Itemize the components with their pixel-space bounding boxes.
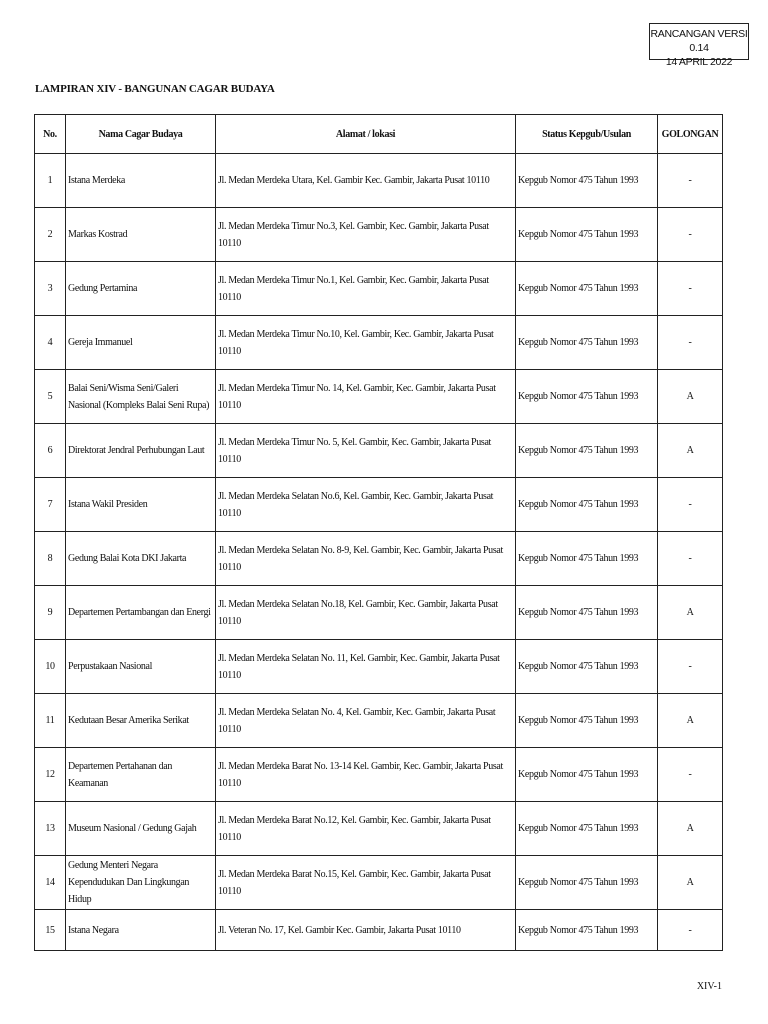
- cell-no: 3: [35, 262, 66, 316]
- cell-no: 7: [35, 478, 66, 532]
- cell-address: Jl. Medan Merdeka Selatan No. 4, Kel. Gambir, Kec. Gambir, Jakarta Pusat 10110: [216, 694, 516, 748]
- cell-name: Perpustakaan Nasional: [66, 640, 216, 694]
- cell-status: Kepgub Nomor 475 Tahun 1993: [516, 532, 658, 586]
- table-row: [35, 208, 723, 262]
- cell-address: Jl. Medan Merdeka Selatan No.18, Kel. Gambir, Kec. Gambir, Jakarta Pusat 10110: [216, 586, 516, 640]
- cell-status: Kepgub Nomor 475 Tahun 1993: [516, 208, 658, 262]
- cagar-budaya-table: [34, 114, 723, 951]
- cell-address: Jl. Medan Merdeka Selatan No. 11, Kel. Gambir, Kec. Gambir, Jakarta Pusat 10110: [216, 640, 516, 694]
- cell-golongan: -: [658, 316, 723, 370]
- cell-name: Istana Negara: [66, 910, 216, 951]
- cell-golongan: A: [658, 424, 723, 478]
- cell-address: Jl. Medan Merdeka Barat No.12, Kel. Gambir, Kec. Gambir, Jakarta Pusat 10110: [216, 802, 516, 856]
- header-address: Alamat / lokasi: [216, 115, 516, 154]
- header-status: Status Kepgub/Usulan: [516, 115, 658, 154]
- cell-status: Kepgub Nomor 475 Tahun 1993: [516, 316, 658, 370]
- cell-golongan: -: [658, 262, 723, 316]
- table-header-row: [35, 115, 723, 154]
- cell-status: Kepgub Nomor 475 Tahun 1993: [516, 370, 658, 424]
- cell-address: Jl. Medan Merdeka Timur No.1, Kel. Gambir, Kec. Gambir, Jakarta Pusat 10110: [216, 262, 516, 316]
- draft-version-box: [649, 23, 749, 68]
- cell-golongan: -: [658, 478, 723, 532]
- cell-no: 2: [35, 208, 66, 262]
- table-row: [35, 424, 723, 478]
- table-row: [35, 802, 723, 856]
- cell-name: Gedung Menteri Negara Kependudukan Dan Lingkungan Hidup: [66, 856, 216, 910]
- cell-address: Jl. Medan Merdeka Utara, Kel. Gambir Kec. Gambir, Jakarta Pusat 10110: [216, 154, 516, 208]
- cell-golongan: -: [658, 910, 723, 951]
- cell-status: Kepgub Nomor 475 Tahun 1993: [516, 586, 658, 640]
- cell-no: 13: [35, 802, 66, 856]
- cell-address: Jl. Medan Merdeka Barat No.15, Kel. Gambir, Kec. Gambir, Jakarta Pusat 10110: [216, 856, 516, 910]
- cell-golongan: -: [658, 532, 723, 586]
- header-no: No.: [35, 115, 66, 154]
- cell-no: 4: [35, 316, 66, 370]
- cell-no: 11: [35, 694, 66, 748]
- cell-golongan: A: [658, 586, 723, 640]
- table-row: [35, 586, 723, 640]
- cell-name: Departemen Pertambangan dan Energi: [66, 586, 216, 640]
- cell-no: 1: [35, 154, 66, 208]
- table-row: [35, 262, 723, 316]
- cell-status: Kepgub Nomor 475 Tahun 1993: [516, 424, 658, 478]
- cell-no: 5: [35, 370, 66, 424]
- cell-status: Kepgub Nomor 475 Tahun 1993: [516, 154, 658, 208]
- table-row: [35, 910, 723, 951]
- cell-golongan: -: [658, 640, 723, 694]
- cell-name: Kedutaan Besar Amerika Serikat: [66, 694, 216, 748]
- cell-name: Istana Merdeka: [66, 154, 216, 208]
- cell-name: Gedung Pertamina: [66, 262, 216, 316]
- table-row: [35, 694, 723, 748]
- cell-no: 15: [35, 910, 66, 951]
- cell-address: Jl. Medan Merdeka Selatan No. 8-9, Kel. Gambir, Kec. Gambir, Jakarta Pusat 10110: [216, 532, 516, 586]
- table-row: [35, 154, 723, 208]
- cell-golongan: A: [658, 694, 723, 748]
- cell-status: Kepgub Nomor 475 Tahun 1993: [516, 856, 658, 910]
- header-name: Nama Cagar Budaya: [66, 115, 216, 154]
- cell-no: 9: [35, 586, 66, 640]
- cell-name: Gedung Balai Kota DKI Jakarta: [66, 532, 216, 586]
- table-row: [35, 532, 723, 586]
- cell-address: Jl. Medan Merdeka Timur No.10, Kel. Gambir, Kec. Gambir, Jakarta Pusat 10110: [216, 316, 516, 370]
- cell-address: Jl. Medan Merdeka Barat No. 13-14 Kel. Gambir, Kec. Gambir, Jakarta Pusat 10110: [216, 748, 516, 802]
- table-row: [35, 316, 723, 370]
- cell-status: Kepgub Nomor 475 Tahun 1993: [516, 478, 658, 532]
- cell-name: Istana Wakil Presiden: [66, 478, 216, 532]
- cell-address: Jl. Medan Merdeka Timur No. 5, Kel. Gambir, Kec. Gambir, Jakarta Pusat 10110: [216, 424, 516, 478]
- table-body: [35, 154, 723, 951]
- cell-name: Markas Kostrad: [66, 208, 216, 262]
- cell-status: Kepgub Nomor 475 Tahun 1993: [516, 802, 658, 856]
- cell-name: Gereja Immanuel: [66, 316, 216, 370]
- document-title: LAMPIRAN XIV - BANGUNAN CAGAR BUDAYA: [35, 83, 275, 95]
- table-row: [35, 370, 723, 424]
- cell-status: Kepgub Nomor 475 Tahun 1993: [516, 748, 658, 802]
- page-number: XIV-1: [696, 981, 722, 992]
- cell-address: Jl. Medan Merdeka Timur No. 14, Kel. Gambir, Kec. Gambir, Jakarta Pusat 10110: [216, 370, 516, 424]
- draft-date-label: 14 APRIL 2022: [665, 56, 733, 68]
- draft-version-label: RANCANGAN VERSI 0.14: [650, 28, 748, 54]
- cell-golongan: -: [658, 208, 723, 262]
- table-row: [35, 478, 723, 532]
- cell-address: Jl. Medan Merdeka Selatan No.6, Kel. Gambir, Kec. Gambir, Jakarta Pusat 10110: [216, 478, 516, 532]
- cell-golongan: A: [658, 802, 723, 856]
- cell-address: Jl. Veteran No. 17, Kel. Gambir Kec. Gambir, Jakarta Pusat 10110: [216, 910, 516, 951]
- header-golongan: GOLONGAN: [658, 115, 723, 154]
- cell-no: 10: [35, 640, 66, 694]
- cell-golongan: A: [658, 370, 723, 424]
- cell-name: Departemen Pertahanan dan Keamanan: [66, 748, 216, 802]
- cell-name: Balai Seni/Wisma Seni/Galeri Nasional (Kompleks Balai Seni Rupa): [66, 370, 216, 424]
- table-row: [35, 748, 723, 802]
- table-row: [35, 640, 723, 694]
- cell-golongan: -: [658, 154, 723, 208]
- cell-golongan: -: [658, 748, 723, 802]
- cell-status: Kepgub Nomor 475 Tahun 1993: [516, 910, 658, 951]
- cell-status: Kepgub Nomor 475 Tahun 1993: [516, 640, 658, 694]
- cell-no: 6: [35, 424, 66, 478]
- cell-golongan: A: [658, 856, 723, 910]
- cell-no: 12: [35, 748, 66, 802]
- cell-no: 14: [35, 856, 66, 910]
- cell-no: 8: [35, 532, 66, 586]
- cell-name: Museum Nasional / Gedung Gajah: [66, 802, 216, 856]
- cell-status: Kepgub Nomor 475 Tahun 1993: [516, 262, 658, 316]
- cell-address: Jl. Medan Merdeka Timur No.3, Kel. Gambir, Kec. Gambir, Jakarta Pusat 10110: [216, 208, 516, 262]
- cell-status: Kepgub Nomor 475 Tahun 1993: [516, 694, 658, 748]
- cell-name: Direktorat Jendral Perhubungan Laut: [66, 424, 216, 478]
- table-row: [35, 856, 723, 910]
